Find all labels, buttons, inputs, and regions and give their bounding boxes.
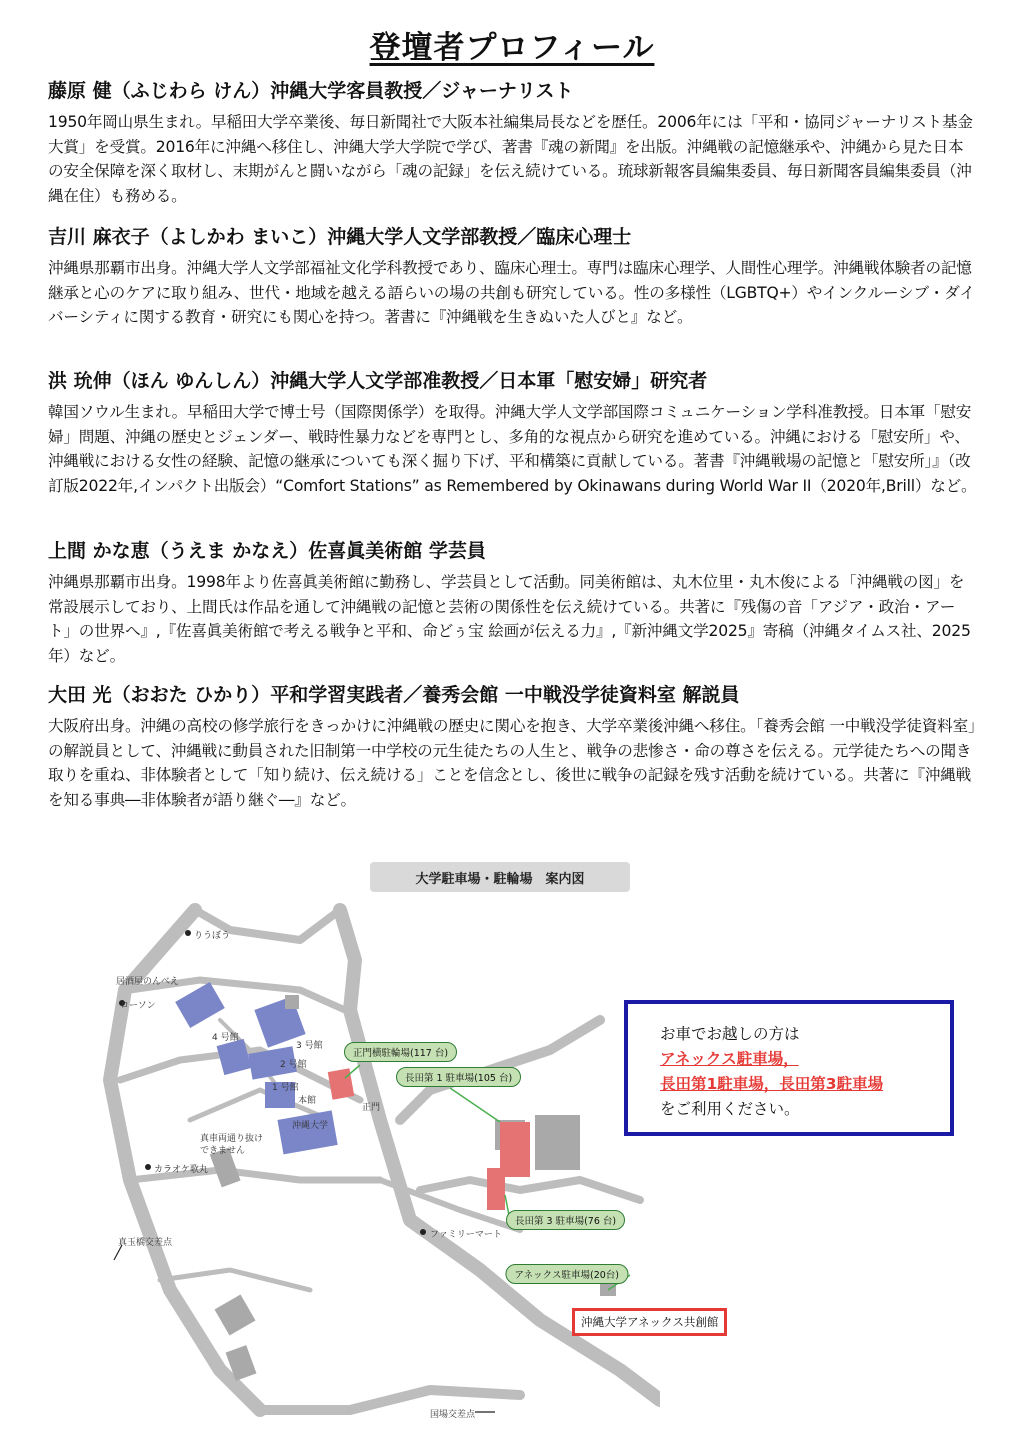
profile-heading: 洪 玧伸（ほん ゆんしん）沖縄大学人文学部准教授／日本軍「慰安婦」研究者 xyxy=(48,370,708,392)
label-lawson: ローソン xyxy=(120,1001,156,1011)
bike-parking-label: 正門横駐輪場(117 台) xyxy=(344,1042,457,1062)
page-title: 登壇者プロフィール xyxy=(369,30,655,66)
notice-line4: をご利用ください。 xyxy=(660,1100,800,1118)
label-magaya: 真玉橋交差点 xyxy=(118,1238,173,1248)
label-bldg4: 4 号館 xyxy=(212,1033,239,1043)
annex-parking-label: アネックス駐車場(20台) xyxy=(505,1264,628,1284)
label-familymart: ファミリーマート xyxy=(430,1230,502,1240)
parking-notice xyxy=(624,1000,954,1136)
label-bldg1: 1 号館 xyxy=(272,1083,299,1093)
map-roads xyxy=(100,850,660,1430)
parking1-label: 長田第 1 駐車場(105 台) xyxy=(396,1067,521,1087)
label-kokuba: 国場交差点 xyxy=(430,1410,476,1420)
label-izakaya: 居酒屋のんべえ xyxy=(116,977,179,987)
parking3-label: 長田第 3 駐車場(76 台) xyxy=(506,1210,625,1230)
campus-map xyxy=(100,850,719,1430)
profile-hong xyxy=(48,368,978,498)
profile-heading: 吉川 麻衣子（よしかわ まいこ）沖縄大学人文学部教授／臨床心理士 xyxy=(48,226,632,248)
profile-body: 韓国ソウル生まれ。早稲田大学で博士号（国際関係学）を取得。沖縄大学人文学部国際コミュニケーション学科准教授。日本軍「慰安婦」問題、沖縄の歴史とジェンダー、戦時性暴力などを専門とし、多角的な視点から研究を進めている。沖縄における「慰安所」や、沖縄戦における女性の経験、記憶の継承についても深く掘り下げ、平和構築に貢献している。著書『沖縄戦場の記憶と「慰安所」』（改訂版2022年,インパクト出版会）“Comfort Stations” as Remembered by Okinawans during World War II（2020年,Brill）など。 xyxy=(48,403,977,495)
label-no-through: 真車両通り抜け できません xyxy=(200,1134,264,1156)
label-karaoke: カラオケ歌丸 xyxy=(154,1165,208,1175)
profile-ota xyxy=(48,682,978,812)
map-title: 大学駐車場・駐輪場 案内図 xyxy=(370,862,630,892)
profile-body: 1950年岡山県生まれ。早稲田大学卒業後、毎日新聞社で大阪本社編集局長などを歴任。2006年には「平和・協同ジャーナリスト基金大賞」を受賞。2016年に沖縄へ移住し、沖縄大学大学院で学び、著書『魂の新聞』を出版。沖縄戦の記憶継承や、沖縄から見た日本の安全保障を深く取材し、末期がんと闘いながら「魂の記録」を伝え続けている。琉球新報客員編集委員、毎日新聞客員編集委員（沖縄在住）も務める。 xyxy=(48,113,973,205)
profile-uema xyxy=(48,538,978,668)
label-univ: 沖縄大学 xyxy=(292,1121,329,1131)
label-bldg3: 3 号館 xyxy=(296,1041,323,1051)
annex-hall-label: 沖縄大学アネックス共創館 xyxy=(572,1308,727,1336)
profile-body: 大阪府出身。沖縄の高校の修学旅行をきっかけに沖縄戦の歴史に関心を抱き、大学卒業後沖縄へ移住。「養秀会館 一中戦没学徒資料室」の解説員として、沖縄戦に動員された旧制第一中学校の元生徒たちの人生と、戦争の悲惨さ・命の尊さを伝える。元学徒たちへの聞き取りを重ね、非体験者として「知り続け、伝え続ける」ことを信念とし、後世に戦争の記録を残す活動を続けている。共著に『沖縄戦を知る事典―非体験者が語り継ぐ―』など。 xyxy=(48,717,976,809)
notice-line2: アネックス駐車場， xyxy=(660,1050,799,1068)
profile-heading: 上間 かな恵（うえま かなえ）佐喜眞美術館 学芸員 xyxy=(48,540,486,562)
label-bldg2: 2 号館 xyxy=(280,1060,307,1070)
label-ryubo: りうぼう xyxy=(194,931,231,941)
profile-body: 沖縄県那覇市出身。1998年より佐喜眞美術館に勤務し、学芸員として活動。同美術館は、丸木位里・丸木俊による「沖縄戦の図」を常設展示しており、上間氏は作品を通して沖縄戦の記憶と芸術の関係性を伝え続けている。共著に『残傷の音「アジア・政治・アート」の世界へ』,『佐喜眞美術館で考える戦争と平和、命どぅ宝 絵画が伝える力』,『新沖縄文学2025』寄稿（沖縄タイムス社、2025年）など。 xyxy=(48,573,971,665)
label-gate: 正門 xyxy=(362,1103,381,1113)
notice-line1: お車でお越しの方は xyxy=(660,1025,800,1043)
profile-heading: 藤原 健（ふじわら けん）沖縄大学客員教授／ジャーナリスト xyxy=(48,80,574,102)
label-honkan: 本館 xyxy=(298,1096,317,1106)
profile-fujiwara xyxy=(48,78,978,208)
profile-heading: 大田 光（おおた ひかり）平和学習実践者／養秀会館 一中戦没学徒資料室 解説員 xyxy=(48,684,740,706)
profile-yoshikawa xyxy=(48,224,978,330)
profile-body: 沖縄県那覇市出身。沖縄大学人文学部福祉文化学科教授であり、臨床心理士。専門は臨床心理学、人間性心理学。沖縄戦体験者の記憶継承と心のケアに取り組み、世代・地域を越える語らいの場の共創も研究している。性の多様性（LGBTQ+）やインクルーシブ・ダイバーシティに関する教育・研究にも関心を持つ。著書に『沖縄戦を生きぬいた人びと』など。 xyxy=(48,259,975,327)
notice-line3: 長田第1駐車場，長田第3駐車場 xyxy=(660,1075,884,1093)
